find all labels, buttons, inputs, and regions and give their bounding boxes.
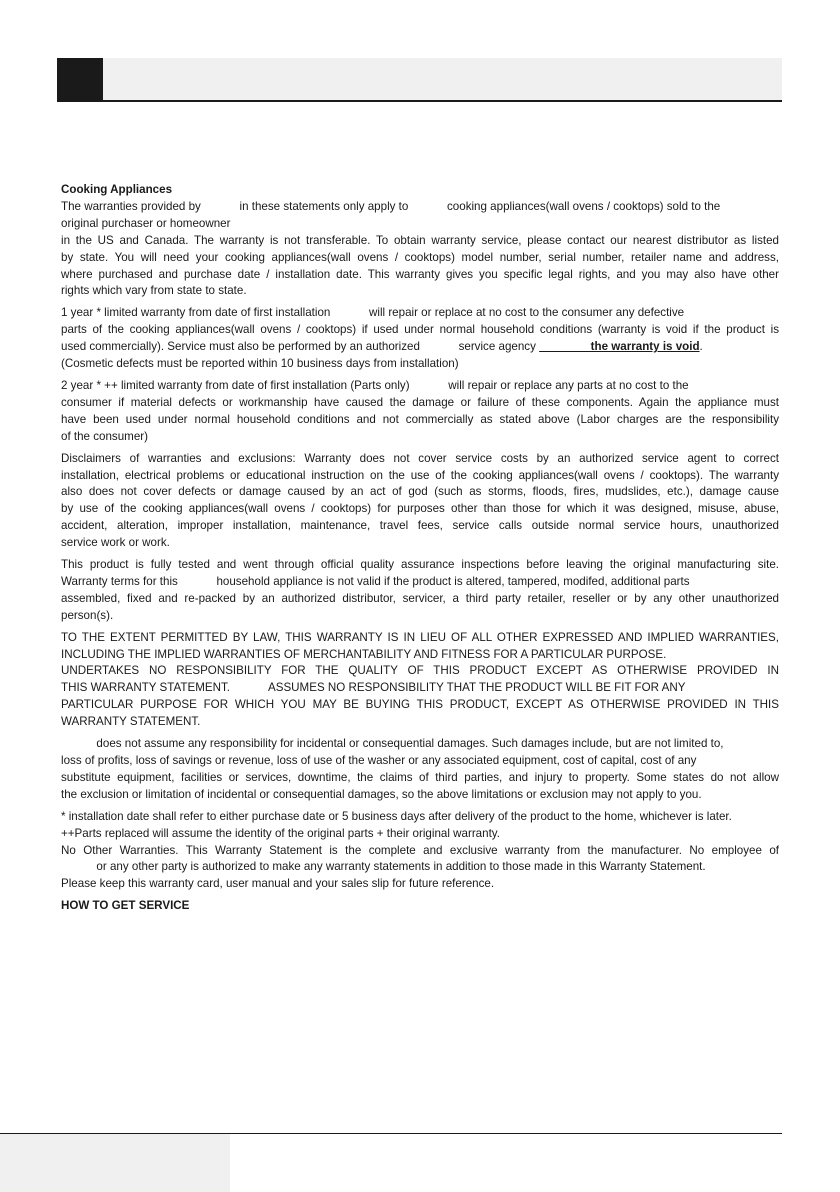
cooking-appliances-heading: Cooking Appliances bbox=[61, 183, 173, 196]
text-line: in the US and Canada. The warranty is not transferable. To obtain warranty service, please contact our nearest distributor as listed bbox=[61, 233, 779, 247]
quality-assurance-paragraph bbox=[61, 557, 779, 625]
text-line: substitute equipment, facilities or services, downtime, the claims of third parties, and injury to property. Some states do not allow bbox=[61, 770, 779, 784]
text-line: THIS WARRANTY STATEMENT. ASSUMES NO RESPONSIBILITY THAT THE PRODUCT WILL BE FIT FOR ANY bbox=[61, 681, 686, 695]
how-to-get-service-heading: HOW TO GET SERVICE bbox=[61, 899, 190, 913]
text-line: WARRANTY STATEMENT. bbox=[61, 715, 201, 729]
text-line: The warranties provided by in these statements only apply to cooking appliances(wall ovens / cooktops) sold to the bbox=[61, 199, 721, 213]
cooking-appliances-paragraph bbox=[61, 182, 779, 300]
text-line: by use of the cooking appliances(wall ovens / cooktops) for purposes other than those for which it was designed, misuse, abuse, bbox=[61, 502, 779, 516]
text-line: the exclusion or limitation of incidental or consequential damages, so the above limitations or exclusion may not apply to you. bbox=[61, 787, 702, 801]
text-line: have been used under normal household conditions and not commercially as stated above (Labor charges are the responsibility bbox=[61, 412, 779, 426]
two-year-warranty-paragraph bbox=[61, 378, 779, 446]
text-line: This product is fully tested and went through official quality assurance inspections before leaving the original manufacturing site. bbox=[61, 558, 779, 572]
text-segment: used commercially). Service must also be performed by an authorized service agency bbox=[61, 340, 540, 354]
text-line: PARTICULAR PURPOSE FOR WHICH YOU MAY BE BUYING THIS PRODUCT, EXCEPT AS OTHERWISE PROVIDED IN THIS bbox=[61, 698, 779, 712]
text-line: loss of profits, loss of savings or revenue, loss of use of the washer or any associated equipment, cost of capital, cost of any bbox=[61, 754, 697, 767]
text-line: No Other Warranties. This Warranty Statement is the complete and exclusive warranty from the manufacturer. No employee of bbox=[61, 843, 779, 857]
how-to-get-service-section bbox=[61, 898, 779, 915]
text-line: 2 year * ++ limited warranty from date of first installation (Parts only) will repair or replace any parts at no cost to the bbox=[61, 378, 689, 392]
text-line: installation, electrical problems or educational instruction on the use of the cooking appliances(wall ovens / cooktops). The warranty bbox=[61, 468, 779, 482]
text-line: ++Parts replaced will assume the identity of the original parts + their original warranty. bbox=[61, 826, 500, 840]
text-line: where purchased and purchase date / installation date. This warranty gives you specific legal rights, and you may also have other bbox=[61, 267, 779, 281]
text-line: 1 year * limited warranty from date of first installation will repair or replace at no cost to the consumer any defective bbox=[61, 306, 685, 320]
text-line: by state. You will need your cooking appliances(wall ovens / cooktops) model number, serial number, retailer name and address, bbox=[61, 250, 779, 264]
text-line: assembled, fixed and re-packed by an authorized distributor, servicer, a third party retailer, reseller or by any other unauthorized bbox=[61, 591, 779, 605]
disclaimers-paragraph bbox=[61, 451, 779, 552]
warranty-void-note: the warranty is void bbox=[539, 340, 700, 354]
text-line: of the consumer) bbox=[61, 429, 148, 443]
text-line: INCLUDING THE IMPLIED WARRANTIES OF MERCHANTABILITY AND FITNESS FOR A PARTICULAR PURPOSE. bbox=[61, 647, 667, 661]
text-line: * installation date shall refer to either purchase date or 5 business days after delivery of the product to the home, whichever is later. bbox=[61, 809, 732, 823]
warranty-text bbox=[61, 182, 779, 920]
text-line: rights which vary from state to state. bbox=[61, 284, 247, 298]
text-line: Please keep this warranty card, user manual and your sales slip for future reference. bbox=[61, 877, 495, 891]
text-line: does not assume any responsibility for incidental or consequential damages. Such damages include, but are not limited to, bbox=[61, 737, 724, 751]
text-line: original purchaser or homeowner bbox=[61, 216, 231, 230]
page-header-bar bbox=[57, 58, 782, 102]
text-line: service work or work. bbox=[61, 536, 170, 550]
one-year-warranty-paragraph bbox=[61, 305, 779, 373]
text-line: Warranty terms for this household appliance is not valid if the product is altered, tampered, modifed, additional parts bbox=[61, 574, 690, 588]
text-line bbox=[61, 339, 779, 356]
consequential-damages-paragraph bbox=[61, 736, 779, 804]
text-line: TO THE EXTENT PERMITTED BY LAW, THIS WARRANTY IS IN LIEU OF ALL OTHER EXPRESSED AND IMPLIED WARRANTIES, bbox=[61, 630, 779, 644]
section-marker-square bbox=[57, 58, 103, 102]
text-line: Disclaimers of warranties and exclusions: Warranty does not cover service costs by an authorized service agent to correct bbox=[61, 451, 779, 465]
text-line: (Cosmetic defects must be reported within 10 business days from installation) bbox=[61, 357, 459, 371]
text-line: UNDERTAKES NO RESPONSIBILITY FOR THE QUALITY OF THIS PRODUCT EXCEPT AS OTHERWISE PROVIDED IN bbox=[61, 664, 779, 678]
text-line: also does not cover defects or damage caused by an act of god (such as storms, floods, fires, mudslides, etc.), damage cause bbox=[61, 485, 779, 499]
text-line: accident, alteration, improper installation, maintenance, travel fees, service calls outside normal service hours, unauthorized bbox=[61, 519, 779, 533]
legal-disclaimer-paragraph bbox=[61, 630, 779, 731]
footer-page-box bbox=[0, 1134, 230, 1192]
footnotes-paragraph bbox=[61, 809, 779, 894]
text-segment: . bbox=[699, 340, 703, 354]
text-line: consumer if material defects or workmanship have caused the damage or failure of these components. Again the appliance must bbox=[61, 395, 779, 409]
text-line: parts of the cooking appliances(wall ovens / cooktops) if used under normal household conditions (warranty is void if the product is bbox=[61, 323, 779, 337]
text-line: or any other party is authorized to make any warranty statements in addition to those made in this Warranty Statement. bbox=[61, 860, 706, 874]
text-line: person(s). bbox=[61, 608, 114, 622]
